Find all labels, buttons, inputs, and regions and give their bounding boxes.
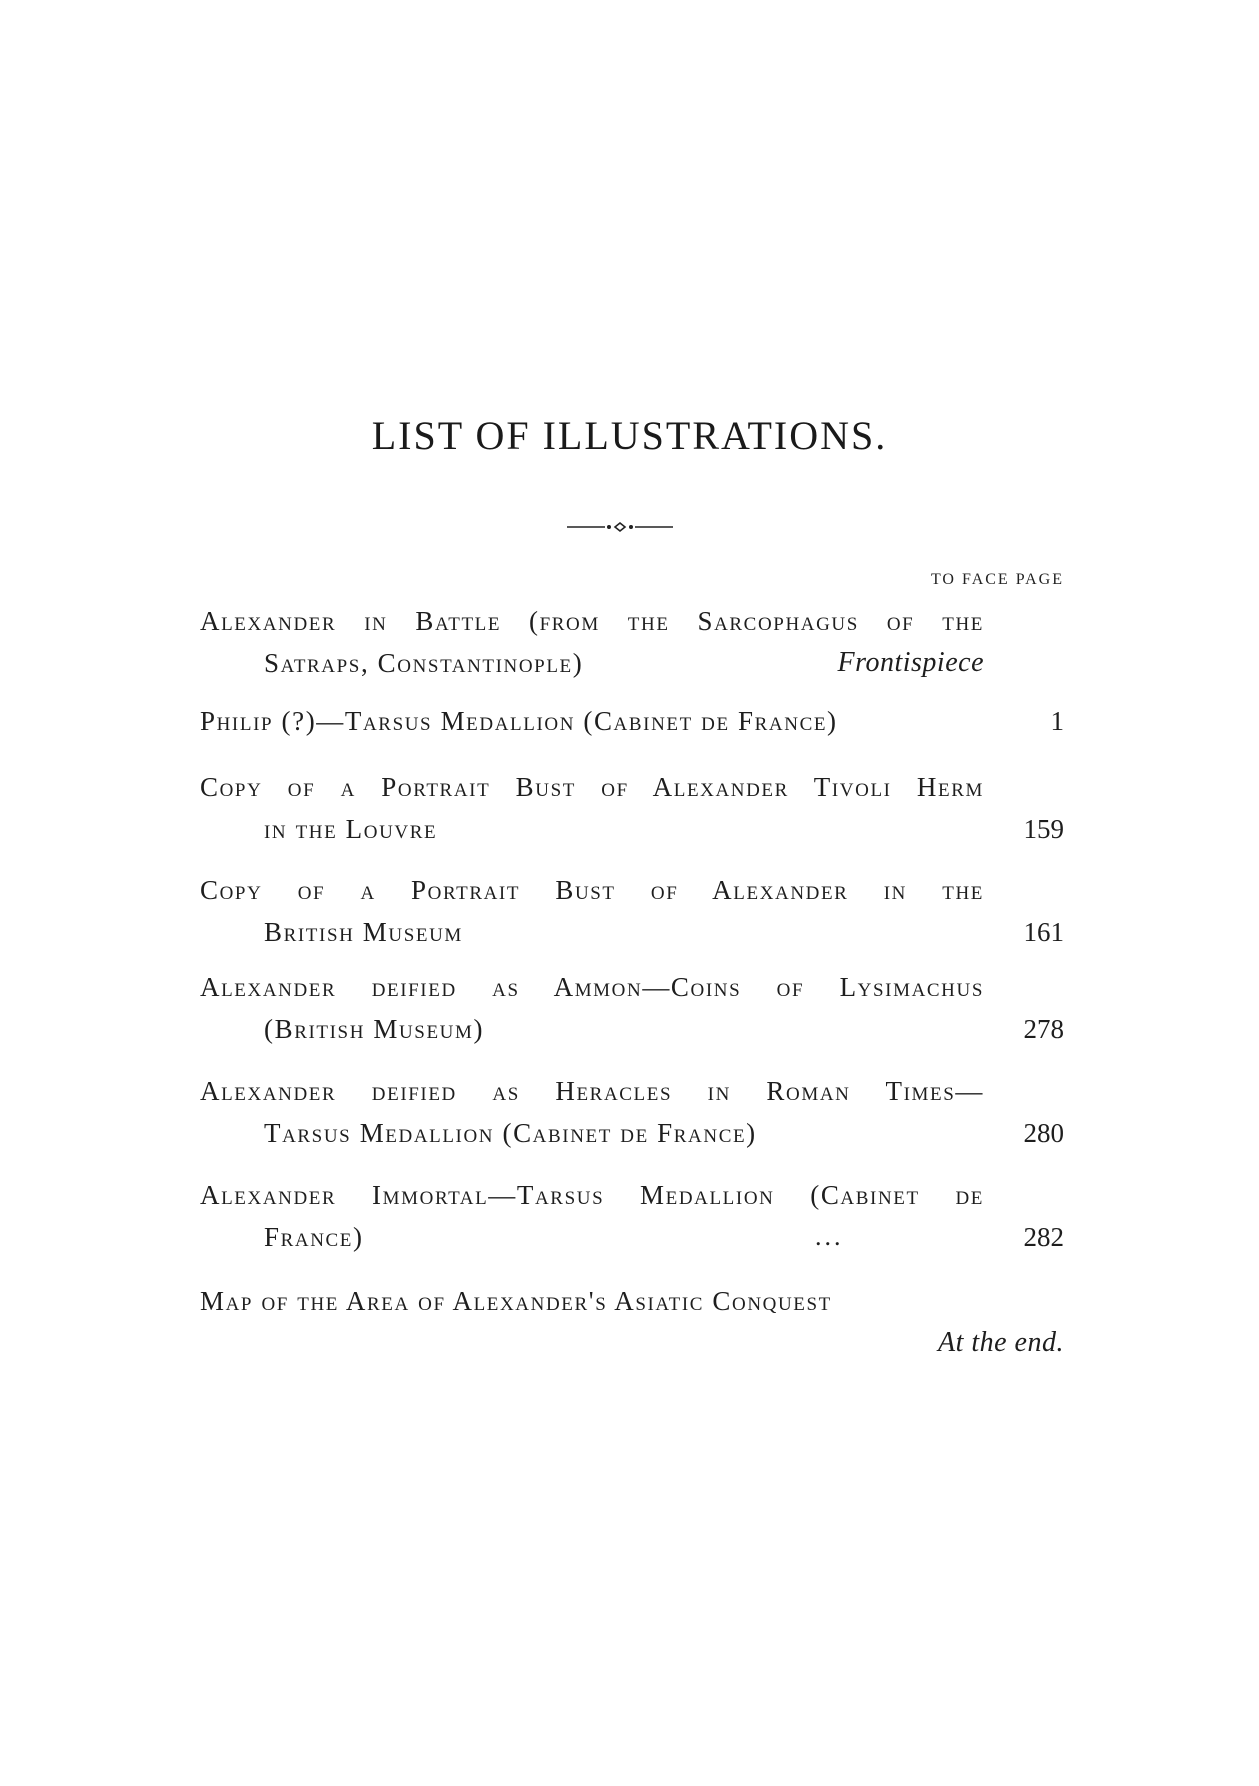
page-number: 282 xyxy=(1023,1222,1064,1252)
entry-title: Copy of a Portrait Bust of Alexander Tivoli Herm xyxy=(200,772,984,802)
list-item xyxy=(200,766,1064,850)
entry-title: Alexander deified as Ammon—Coins of Lysimachus xyxy=(200,972,984,1002)
entry-location-note: At the end. xyxy=(937,1327,1064,1358)
page-number: 1 xyxy=(1050,706,1064,736)
entry-title: Alexander deified as Heracles in Roman Times— xyxy=(200,1076,984,1106)
entry-title-continued: in the Louvre xyxy=(264,814,438,844)
dot-leader: ... xyxy=(815,1222,844,1251)
list-item xyxy=(200,869,1064,953)
entry-title-continued: (British Museum) xyxy=(264,1014,485,1044)
list-item xyxy=(200,1070,1064,1154)
list-item xyxy=(200,700,1064,742)
entry-title: Map of the Area of Alexander's Asiatic Conquest xyxy=(200,1286,832,1316)
entry-title-continued: Satraps, Constantinople) xyxy=(264,648,584,678)
entry-title-continued: Tarsus Medallion (Cabinet de France) xyxy=(264,1118,757,1148)
entry-location-note: Frontispiece xyxy=(837,647,984,678)
entry-title: Alexander Immortal—Tarsus Medallion (Cabinet de xyxy=(200,1180,984,1210)
entry-title: Alexander in Battle (from the Sarcophagus of the xyxy=(200,606,984,636)
ornament-divider xyxy=(565,520,675,534)
list-item xyxy=(200,1174,1064,1258)
entry-title: Copy of a Portrait Bust of Alexander in the xyxy=(200,875,984,905)
page-number: 159 xyxy=(1023,814,1064,844)
list-item xyxy=(200,1280,1064,1364)
entry-title-continued: British Museum xyxy=(264,917,463,947)
page-number: 278 xyxy=(1023,1014,1064,1044)
column-heading: TO FACE PAGE xyxy=(930,571,1064,588)
entry-title: Philip (?)—Tarsus Medallion (Cabinet de France) xyxy=(200,706,838,736)
page-number: 280 xyxy=(1023,1118,1064,1148)
list-item xyxy=(200,600,1064,684)
page-title: LIST OF ILLUSTRATIONS. xyxy=(371,413,888,458)
list-item xyxy=(200,966,1064,1050)
entry-title-continued: France) xyxy=(264,1222,364,1252)
page-number: 161 xyxy=(1023,917,1064,947)
